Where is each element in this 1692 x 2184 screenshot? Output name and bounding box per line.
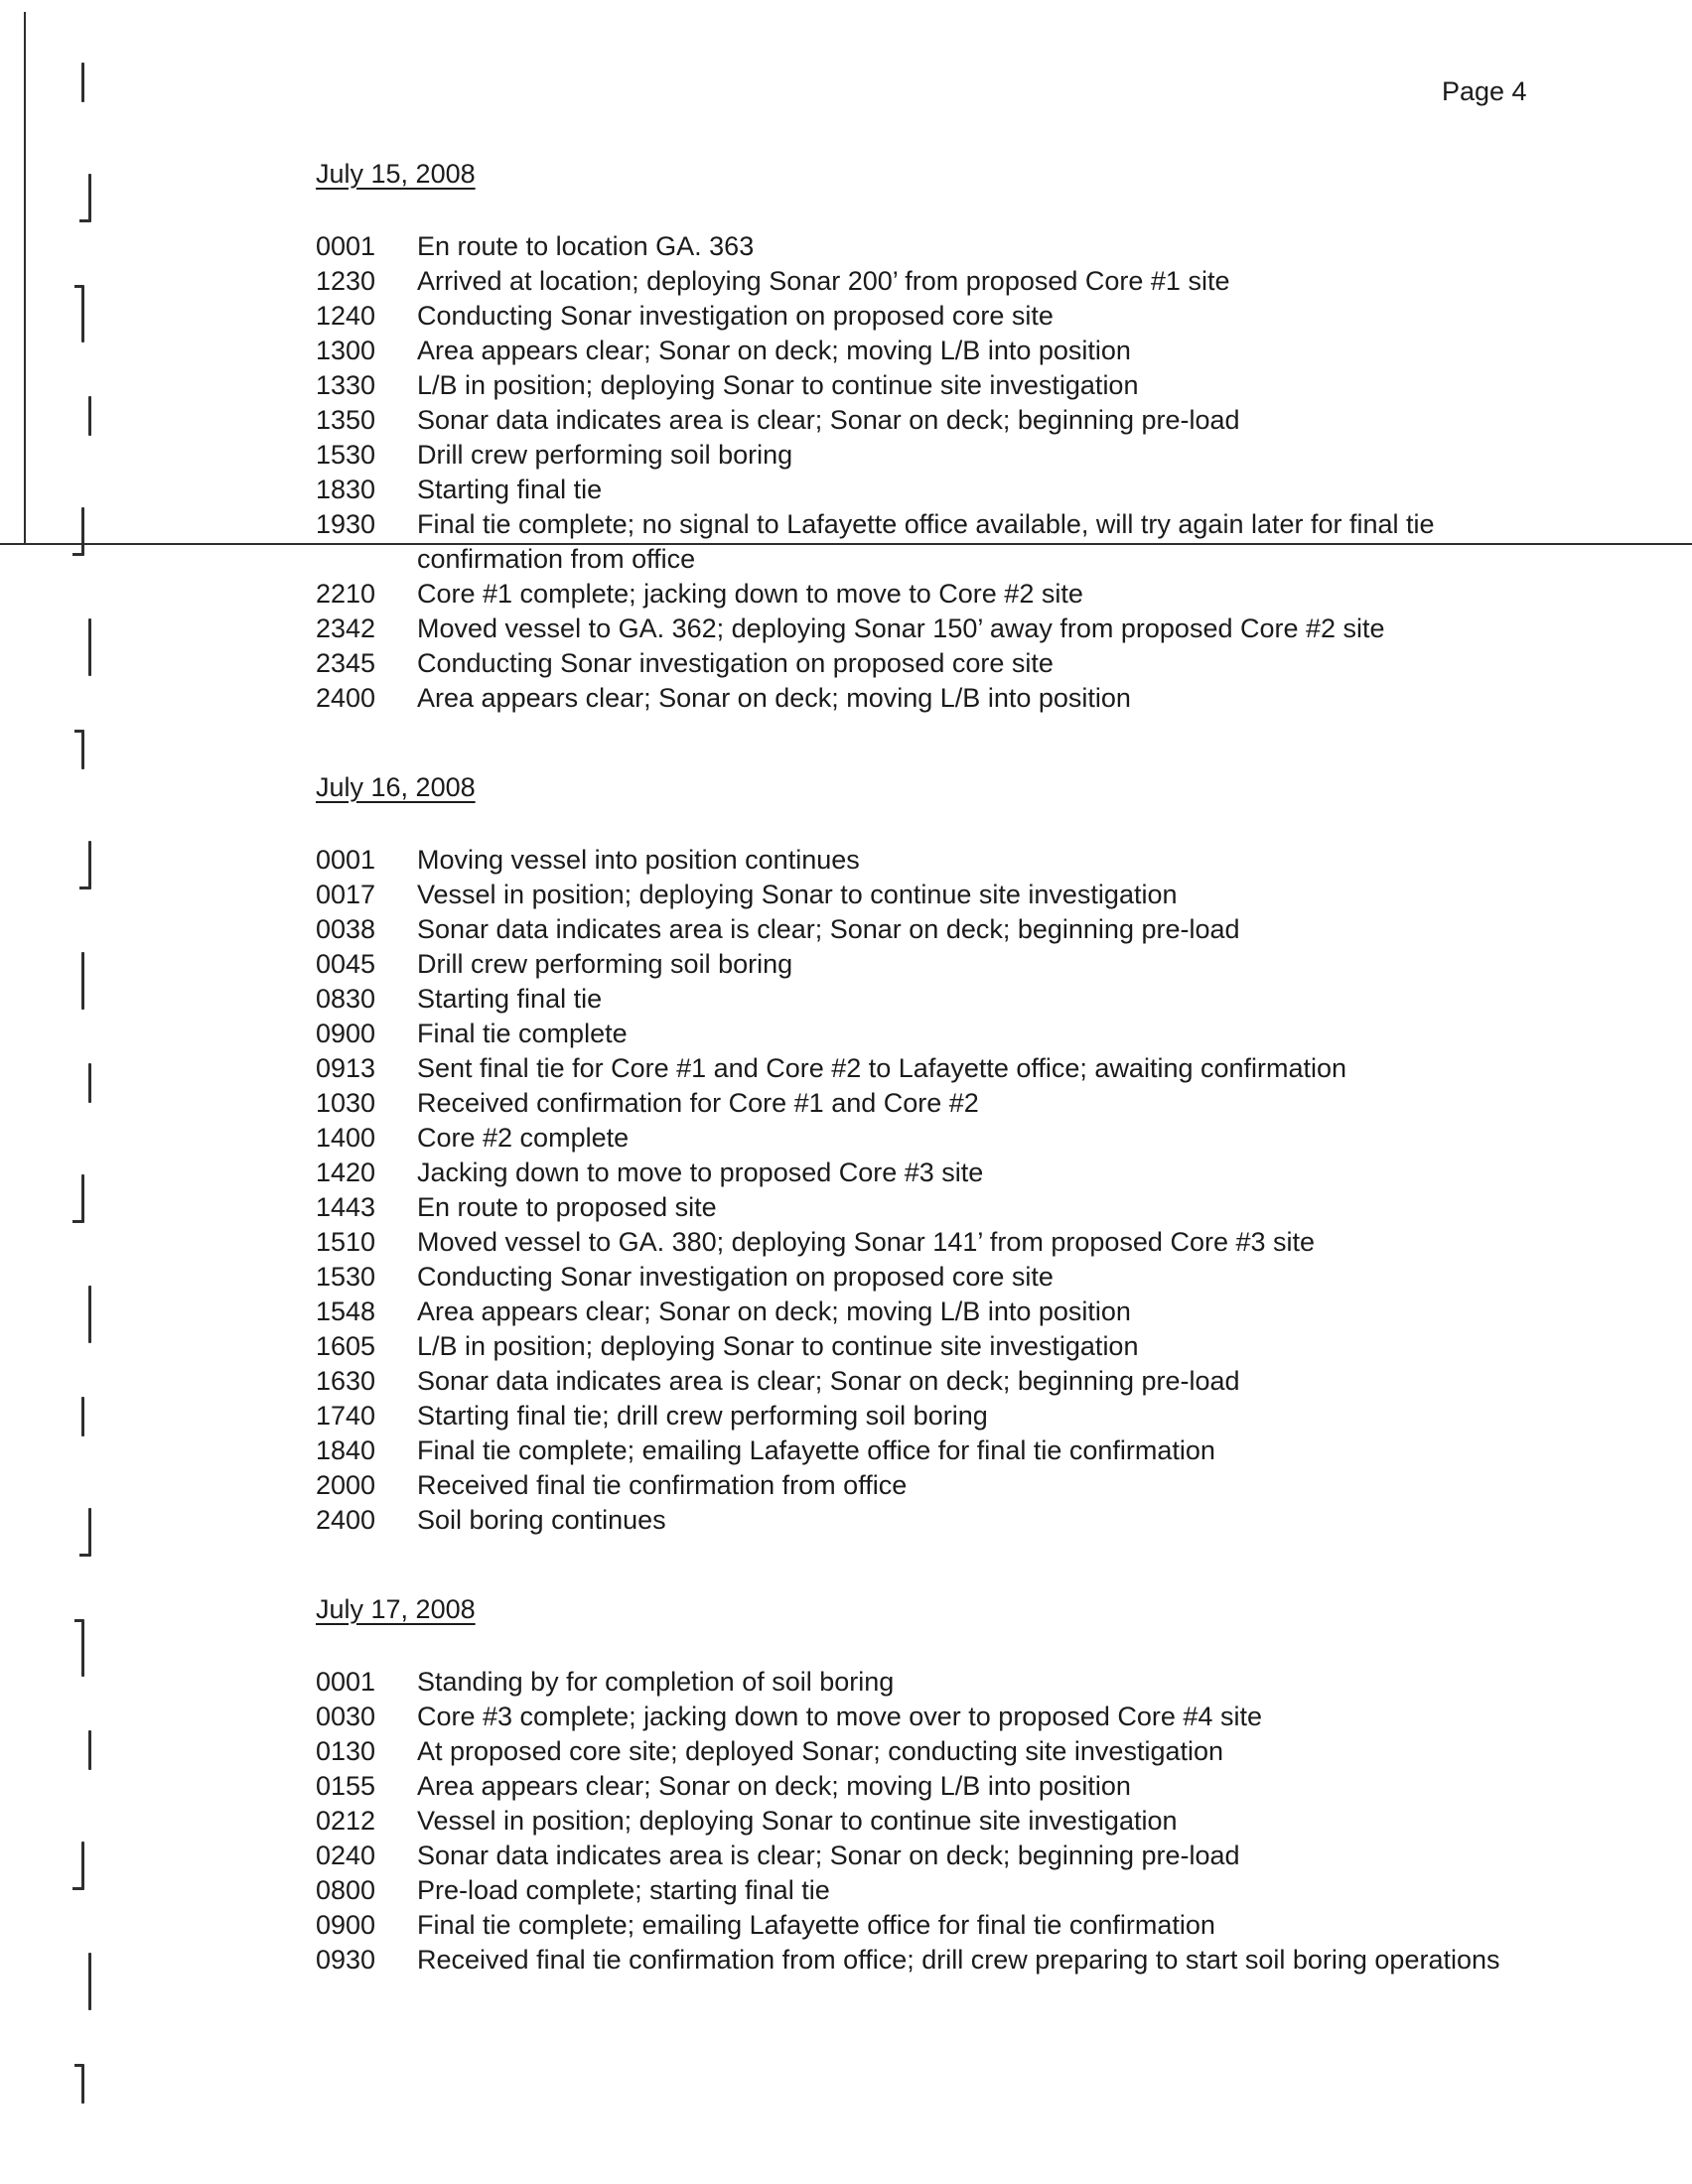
entry-time: 0130 [316,1736,376,1766]
entry-time: 2210 [316,579,376,609]
binding-mark [88,1953,91,2010]
log-entry [316,473,1557,507]
entry-text: Soil boring continues [417,1505,666,1535]
entry-time: 0240 [316,1841,376,1870]
entry-time: 1530 [316,1262,376,1292]
entry-text: Area appears clear; Sonar on deck; moving L/B into position [417,1297,1131,1326]
binding-mark [88,396,91,436]
entry-time: 0017 [316,880,376,909]
log-entry [316,507,1557,577]
entry-time: 1240 [316,301,376,331]
log-entry [316,577,1557,612]
log-entry [316,299,1557,334]
binding-marks [0,0,129,2184]
log-entry [316,1086,1557,1121]
entry-time: 1840 [316,1435,376,1465]
entry-text: Drill crew performing soil boring [417,949,793,979]
log-entry [316,1665,1557,1700]
entry-time: 1420 [316,1158,376,1187]
log-section [316,157,1557,716]
entry-time: 0900 [316,1910,376,1940]
log-entry [316,1804,1557,1839]
entry-text: Received final tie confirmation from office [417,1470,908,1500]
binding-mark [88,174,91,222]
binding-mark [88,618,91,676]
entry-text: At proposed core site; deployed Sonar; conducting site investigation [417,1736,1224,1766]
entry-text: Received confirmation for Core #1 and Core #2 [417,1088,979,1118]
entry-text: Received final tie confirmation from office; drill crew preparing to start soil boring operations [417,1945,1500,1975]
binding-mark [81,1397,84,1436]
entry-list [316,843,1557,1538]
entry-text: Conducting Sonar investigation on proposed core site [417,648,1054,678]
log-entry [316,612,1557,646]
log-entry [316,1943,1557,1978]
log-entry [316,1908,1557,1943]
log-entry [316,1364,1557,1399]
log-entry [316,403,1557,438]
entry-time: 0212 [316,1806,376,1836]
log-entry [316,1873,1557,1908]
entry-text: Final tie complete; no signal to Lafayette office available, will try again later for final tie confirmation from office [417,509,1435,574]
entry-time: 1300 [316,336,376,365]
entry-time: 0030 [316,1702,376,1731]
entry-time: 1830 [316,475,376,504]
entry-text: Standing by for completion of soil boring [417,1667,895,1697]
log-entry [316,368,1557,403]
entry-time: 1930 [316,509,376,539]
entry-time: 2342 [316,614,376,643]
entry-time: 1510 [316,1227,376,1257]
entry-text: Moved vessel to GA. 380; deploying Sonar 141’ from proposed Core #3 site [417,1227,1316,1257]
log-entry [316,681,1557,716]
entry-time: 2345 [316,648,376,678]
entry-text: Core #3 complete; jacking down to move over to proposed Core #4 site [417,1702,1262,1731]
entry-time: 1740 [316,1401,376,1431]
entry-text: Area appears clear; Sonar on deck; moving L/B into position [417,336,1131,365]
entry-text: Final tie complete; emailing Lafayette office for final tie confirmation [417,1435,1215,1465]
section-date-heading: July 17, 2008 [316,1594,476,1624]
binding-mark [88,1730,91,1770]
log-entry [316,1295,1557,1329]
section-date-heading: July 16, 2008 [316,772,476,802]
entry-time: 0001 [316,845,376,875]
log-entry [316,264,1557,299]
entry-list [316,229,1557,716]
log-entry [316,229,1557,264]
binding-mark [81,1842,84,1890]
entry-text: Sent final tie for Core #1 and Core #2 to Lafayette office; awaiting confirmation [417,1053,1347,1083]
log-entry [316,646,1557,681]
entry-time: 0930 [316,1945,376,1975]
entry-time: 2400 [316,683,376,713]
entry-list [316,1665,1557,1978]
log-section [316,1592,1557,1978]
binding-mark [88,1063,91,1103]
entry-text: Area appears clear; Sonar on deck; moving L/B into position [417,683,1131,713]
entry-text: Sonar data indicates area is clear; Sonar on deck; beginning pre-load [417,1841,1240,1870]
log-entry [316,1399,1557,1433]
section-date-heading: July 15, 2008 [316,159,476,189]
entry-text: Jacking down to move to proposed Core #3 site [417,1158,984,1187]
entry-time: 1630 [316,1366,376,1396]
entry-text: Moving vessel into position continues [417,845,860,875]
entry-text: Starting final tie [417,984,603,1014]
entry-time: 0155 [316,1771,376,1801]
page-number: Page 4 [1442,76,1527,106]
entry-time: 2400 [316,1505,376,1535]
entry-time: 2000 [316,1470,376,1500]
entry-text: Pre-load complete; starting final tie [417,1875,830,1905]
log-entry [316,1433,1557,1468]
binding-mark [81,952,84,1010]
entry-time: 0913 [316,1053,376,1083]
entry-text: Vessel in position; deploying Sonar to continue site investigation [417,1806,1178,1836]
entry-time: 0038 [316,914,376,944]
entry-time: 0800 [316,1875,376,1905]
log-entry [316,1156,1557,1190]
binding-mark [81,63,84,102]
log-entry [316,912,1557,947]
entry-time: 1400 [316,1123,376,1153]
entry-time: 1548 [316,1297,376,1326]
entry-time: 0830 [316,984,376,1014]
entry-time: 0900 [316,1019,376,1048]
entry-text: Starting final tie [417,475,603,504]
log-entry [316,947,1557,982]
entry-text: Core #1 complete; jacking down to move to Core #2 site [417,579,1083,609]
binding-mark [81,2064,84,2104]
log-entry [316,1769,1557,1804]
entry-text: Conducting Sonar investigation on proposed core site [417,1262,1054,1292]
log-entry [316,1225,1557,1260]
entry-time: 0001 [316,231,376,261]
binding-mark [81,1174,84,1223]
log-entry [316,1190,1557,1225]
entry-text: Arrived at location; deploying Sonar 200’ from proposed Core #1 site [417,266,1230,296]
log-entry [316,1700,1557,1734]
log-entry [316,438,1557,473]
entry-text: En route to location GA. 363 [417,231,755,261]
entry-text: Vessel in position; deploying Sonar to continue site investigation [417,880,1178,909]
log-entry [316,982,1557,1017]
log-entry [316,1468,1557,1503]
entry-time: 1605 [316,1331,376,1361]
entry-text: Sonar data indicates area is clear; Sonar on deck; beginning pre-load [417,405,1240,435]
entry-time: 0045 [316,949,376,979]
log-entry [316,1051,1557,1086]
entry-text: Moved vessel to GA. 362; deploying Sonar 150’ away from proposed Core #2 site [417,614,1385,643]
entry-time: 1230 [316,266,376,296]
log-entry [316,334,1557,368]
entry-text: En route to proposed site [417,1192,717,1222]
binding-mark [81,507,84,556]
entry-text: Core #2 complete [417,1123,630,1153]
log-entry [316,1260,1557,1295]
binding-mark [81,730,84,769]
log-entry [316,1329,1557,1364]
entry-text: Sonar data indicates area is clear; Sonar on deck; beginning pre-load [417,1366,1240,1396]
log-content [316,157,1557,2032]
entry-time: 1530 [316,440,376,470]
log-entry [316,1017,1557,1051]
entry-text: Sonar data indicates area is clear; Sonar on deck; beginning pre-load [417,914,1240,944]
log-entry [316,843,1557,878]
entry-time: 1030 [316,1088,376,1118]
log-entry [316,878,1557,912]
entry-time: 1330 [316,370,376,400]
log-entry [316,1839,1557,1873]
entry-time: 1443 [316,1192,376,1222]
entry-text: L/B in position; deploying Sonar to continue site investigation [417,1331,1139,1361]
binding-mark [88,1286,91,1343]
binding-mark [88,1508,91,1557]
log-entry [316,1503,1557,1538]
entry-time: 0001 [316,1667,376,1697]
entry-text: Conducting Sonar investigation on proposed core site [417,301,1054,331]
entry-text: L/B in position; deploying Sonar to continue site investigation [417,370,1139,400]
log-entry [316,1121,1557,1156]
binding-mark [88,841,91,889]
entry-text: Area appears clear; Sonar on deck; moving L/B into position [417,1771,1131,1801]
entry-text: Starting final tie; drill crew performing soil boring [417,1401,988,1431]
log-section [316,770,1557,1538]
log-entry [316,1734,1557,1769]
entry-text: Drill crew performing soil boring [417,440,793,470]
binding-mark [81,1619,84,1677]
entry-text: Final tie complete; emailing Lafayette office for final tie confirmation [417,1910,1215,1940]
entry-time: 1350 [316,405,376,435]
entry-text: Final tie complete [417,1019,628,1048]
binding-mark [81,285,84,342]
